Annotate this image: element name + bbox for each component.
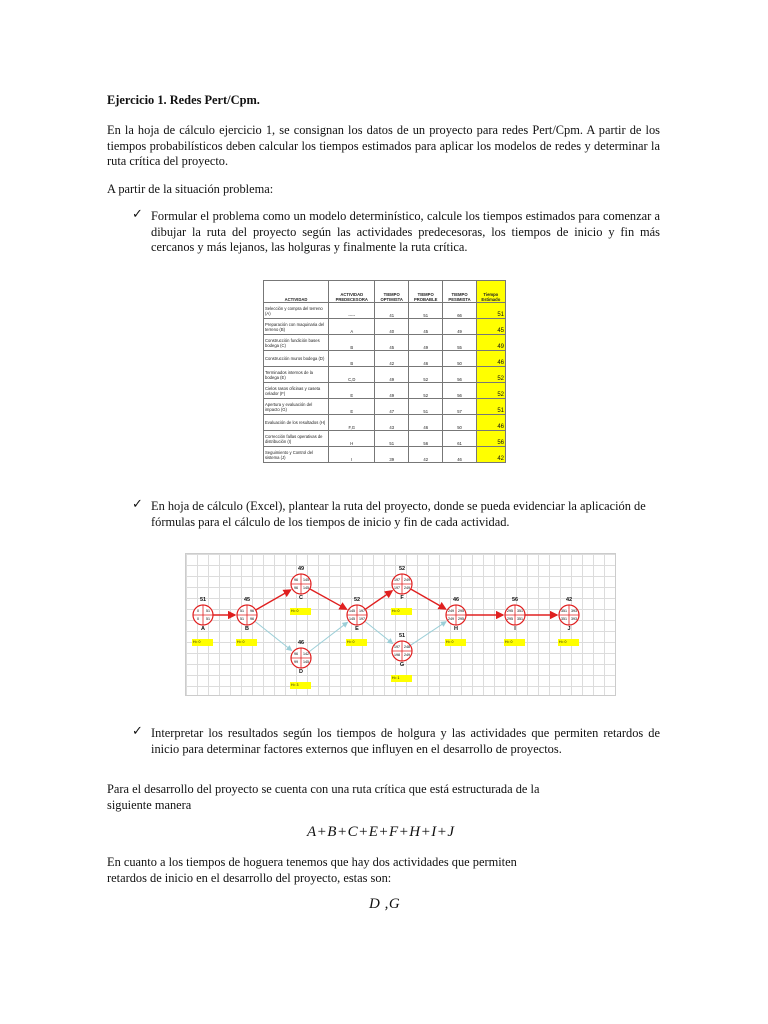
- table-cell: 57: [443, 399, 476, 415]
- node-time-cell: 96: [250, 609, 254, 613]
- node-time-cell: 51: [240, 609, 244, 613]
- table-cell: 41: [375, 303, 408, 319]
- table-cell: F,G: [329, 415, 375, 431]
- table-header: ACTIVIDAD: [264, 281, 329, 303]
- table-cell: 45: [408, 319, 442, 335]
- pert-network-diagram: [185, 553, 616, 696]
- holgura-text: En cuanto a los tiempos de hoguera tenemos que hay dos actividades que permiten retardos de inicio en el desarrollo del proyecto, estas son:: [107, 855, 517, 885]
- table-cell: 49: [408, 335, 442, 351]
- node-id-label: F: [400, 595, 404, 601]
- table-cell: C,D: [329, 367, 375, 383]
- table-row: [264, 415, 506, 431]
- table-row: [264, 351, 506, 367]
- table-cell: E: [329, 399, 375, 415]
- estimated-time-cell: 52: [476, 383, 505, 399]
- table-cell: 46: [408, 351, 442, 367]
- node-time-cell: 295: [507, 617, 513, 621]
- table-cell: B: [329, 351, 375, 367]
- network-node-C: [291, 574, 311, 594]
- node-duration-label: 49: [297, 566, 305, 572]
- node-duration-label: 45: [243, 597, 251, 603]
- situacion-text: A partir de la situación problema:: [107, 182, 274, 196]
- desarrollo-text: Para el desarrollo del proyecto se cuenta con una ruta crítica que está estructurada de la siguiente manera: [107, 782, 540, 812]
- table-cell: 50: [443, 415, 476, 431]
- activity-name-cell: Corrección fallas operativas de distribución (I): [264, 431, 329, 447]
- table-row: [264, 303, 506, 319]
- table-cell: 61: [443, 431, 476, 447]
- estimated-time-cell: 46: [476, 415, 505, 431]
- checkmark-icon: ✓: [132, 724, 143, 739]
- estimated-time-cell: 52: [476, 367, 505, 383]
- table-header: TIEMPO OPTIMISTA: [375, 281, 408, 303]
- node-time-cell: 96: [294, 578, 298, 582]
- activity-name-cell: Evaluación de los resultados (H): [264, 415, 329, 431]
- table-row: [264, 447, 506, 463]
- network-node-G: [392, 641, 412, 661]
- bullet-3: Interpretar los resultados según los tiempos de holgura y las actividades que permiten retardos de inicio para determinar factores externos que influyen en el desarrollo de proyectos.: [151, 726, 660, 756]
- node-duration-label: 52: [398, 566, 406, 572]
- node-time-cell: 351: [517, 609, 523, 613]
- node-time-cell: 393: [571, 617, 577, 621]
- node-id-label: B: [245, 626, 249, 632]
- node-time-cell: 248: [404, 645, 410, 649]
- node-id-label: D: [299, 669, 303, 675]
- network-node-D: [291, 648, 311, 668]
- bullet-1: Formular el problema como un modelo determinístico, calcule los tiempos estimados para comenzar a dibujar la ruta del proyecto según las actividades predecesoras, los tiempos de inicio y fin más cercanos y más lejanos, las holguras y finalmente la ruta crítica.: [151, 209, 660, 254]
- activity-name-cell: Preparación con maquinaria del terreno (B): [264, 319, 329, 335]
- node-id-label: C: [299, 595, 303, 601]
- node-id-label: J: [567, 626, 571, 632]
- node-time-cell: 96: [294, 586, 298, 590]
- table-cell: I: [329, 447, 375, 463]
- table-cell: B: [329, 335, 375, 351]
- node-time-cell: 197: [359, 609, 365, 613]
- table-cell: 49: [375, 367, 408, 383]
- node-time-cell: 393: [571, 609, 577, 613]
- node-id-label: A: [201, 626, 205, 632]
- table-cell: 66: [443, 303, 476, 319]
- table-cell: 46: [443, 447, 476, 463]
- network-node-E: [347, 605, 367, 625]
- estimated-time-cell: 49: [476, 335, 505, 351]
- node-duration-label: 46: [452, 597, 460, 603]
- network-node-B: [237, 605, 257, 625]
- node-id-label: E: [355, 626, 359, 632]
- table-header-row: [264, 281, 506, 303]
- table-cell: 39: [375, 447, 408, 463]
- table-cell: 56: [443, 383, 476, 399]
- bullet-2: En hoja de cálculo (Excel), plantear la ruta del proyecto, donde se pueda evidenciar la aplicación de fórmulas para el cálculo de los tiempos de inicio y fin de cada actividad.: [151, 499, 646, 529]
- table-cell: 42: [408, 447, 442, 463]
- table-row: [264, 383, 506, 399]
- node-time-cell: 145: [303, 660, 309, 664]
- node-time-cell: 51: [240, 617, 244, 621]
- table-cell: 49: [443, 319, 476, 335]
- node-duration-label: 51: [199, 597, 207, 603]
- node-duration-label: 42: [565, 597, 573, 603]
- node-time-cell: 249: [404, 653, 410, 657]
- table-cell: A: [329, 319, 375, 335]
- node-time-cell: 51: [206, 609, 210, 613]
- intro-paragraph: En la hoja de cálculo ejercicio 1, se consignan los datos de un proyecto para redes Pert/Cpm. A partir de los tiempos probabilísticos deben calcular los tiempos estimados para aplicar los modelos de redes y determinar la ruta crítica del proyecto.: [107, 123, 660, 168]
- table-row: [264, 367, 506, 383]
- node-slack-box: H= 0: [236, 639, 257, 646]
- node-slack-box: H= 0: [558, 639, 579, 646]
- node-slack-box: H= 0: [346, 639, 367, 646]
- table-cell: 43: [375, 415, 408, 431]
- table-row: [264, 399, 506, 415]
- table-header: Tiempo Estimado: [476, 281, 505, 303]
- activity-table: [263, 280, 506, 463]
- network-node-I: [505, 605, 525, 625]
- node-time-cell: 145: [349, 609, 355, 613]
- activity-name-cell: Selección y compra del terreno (A): [264, 303, 329, 319]
- table-cell: -----: [329, 303, 375, 319]
- table-cell: 52: [408, 367, 442, 383]
- estimated-time-cell: 51: [476, 399, 505, 415]
- estimated-time-cell: 42: [476, 447, 505, 463]
- node-slack-box: H= 0: [504, 639, 525, 646]
- node-time-cell: 295: [458, 609, 464, 613]
- table-header: TIEMPO PROBABLE: [408, 281, 442, 303]
- node-time-cell: 249: [448, 617, 454, 621]
- node-time-cell: 142: [303, 652, 309, 656]
- node-time-cell: 145: [349, 617, 355, 621]
- activity-name-cell: Apertura y evaluación del impacto (G): [264, 399, 329, 415]
- node-time-cell: 295: [507, 609, 513, 613]
- node-time-cell: 351: [517, 617, 523, 621]
- table-cell: 50: [443, 351, 476, 367]
- node-time-cell: 96: [250, 617, 254, 621]
- activity-name-cell: Seguimiento y Control del sistema (J): [264, 447, 329, 463]
- page-title: Ejercicio 1. Redes Pert/Cpm.: [107, 93, 260, 107]
- table-cell: 55: [443, 335, 476, 351]
- table-row: [264, 335, 506, 351]
- table-cell: 51: [408, 399, 442, 415]
- table-row: [264, 319, 506, 335]
- node-id-label: I: [514, 626, 516, 632]
- table-cell: 51: [408, 303, 442, 319]
- table-cell: 51: [375, 431, 408, 447]
- table-cell: E: [329, 383, 375, 399]
- node-time-cell: 351: [561, 617, 567, 621]
- table-header: ACTIVIDAD PREDECESORA: [329, 281, 375, 303]
- node-slack-box: H= 0: [290, 608, 311, 615]
- node-time-cell: 145: [303, 586, 309, 590]
- checkmark-icon: ✓: [132, 207, 143, 222]
- node-time-cell: 51: [206, 617, 210, 621]
- node-time-cell: 351: [561, 609, 567, 613]
- node-duration-label: 56: [511, 597, 519, 603]
- node-slack-box: H= 1: [391, 675, 412, 682]
- node-slack-box: H= 0: [192, 639, 213, 646]
- critical-path-formula: A+B+C+E+F+H+I+J: [307, 824, 455, 840]
- network-node-A: [193, 605, 213, 625]
- table-cell: 56: [408, 431, 442, 447]
- network-node-J: [559, 605, 579, 625]
- node-id-label: H: [454, 626, 458, 632]
- node-time-cell: 99: [294, 660, 298, 664]
- node-duration-label: 46: [297, 640, 305, 646]
- node-slack-box: H= 3: [290, 682, 311, 689]
- node-duration-label: 52: [353, 597, 361, 603]
- node-time-cell: 249: [404, 578, 410, 582]
- node-time-cell: 197: [394, 586, 400, 590]
- node-duration-label: 51: [398, 633, 406, 639]
- table-cell: 52: [408, 383, 442, 399]
- node-time-cell: 197: [394, 645, 400, 649]
- node-time-cell: 198: [394, 653, 400, 657]
- table-cell: 42: [375, 351, 408, 367]
- node-slack-box: H= 0: [391, 608, 412, 615]
- table-cell: 40: [375, 319, 408, 335]
- checkmark-icon: ✓: [132, 497, 143, 512]
- node-slack-box: H= 0: [445, 639, 466, 646]
- node-time-cell: 249: [404, 586, 410, 590]
- network-svg: [186, 554, 615, 695]
- node-time-cell: 197: [394, 578, 400, 582]
- node-time-cell: 0: [197, 609, 199, 613]
- node-time-cell: 295: [458, 617, 464, 621]
- node-time-cell: 249: [448, 609, 454, 613]
- estimated-time-cell: 51: [476, 303, 505, 319]
- activity-name-cell: Construcción muros bodega (D): [264, 351, 329, 367]
- estimated-time-cell: 45: [476, 319, 505, 335]
- table-header: TIEMPO PESIMISTA: [443, 281, 476, 303]
- node-id-label: G: [399, 662, 405, 668]
- activity-name-cell: Cielos rasos oficinas y caseta celador (F): [264, 383, 329, 399]
- table-cell: 47: [375, 399, 408, 415]
- network-node-H: [446, 605, 466, 625]
- slack-activities: D ,G: [369, 896, 401, 912]
- table-row: [264, 431, 506, 447]
- network-node-F: [392, 574, 412, 594]
- table-cell: 46: [408, 415, 442, 431]
- node-time-cell: 197: [359, 617, 365, 621]
- table-cell: 49: [375, 383, 408, 399]
- table-cell: 45: [375, 335, 408, 351]
- table-cell: 56: [443, 367, 476, 383]
- node-time-cell: 145: [303, 578, 309, 582]
- estimated-time-cell: 46: [476, 351, 505, 367]
- activity-name-cell: Terminados internos de la bodega (E): [264, 367, 329, 383]
- node-time-cell: 0: [197, 617, 199, 621]
- node-time-cell: 96: [294, 652, 298, 656]
- estimated-time-cell: 56: [476, 431, 505, 447]
- table-cell: H: [329, 431, 375, 447]
- activity-name-cell: Construcción fundición bases bodega (C): [264, 335, 329, 351]
